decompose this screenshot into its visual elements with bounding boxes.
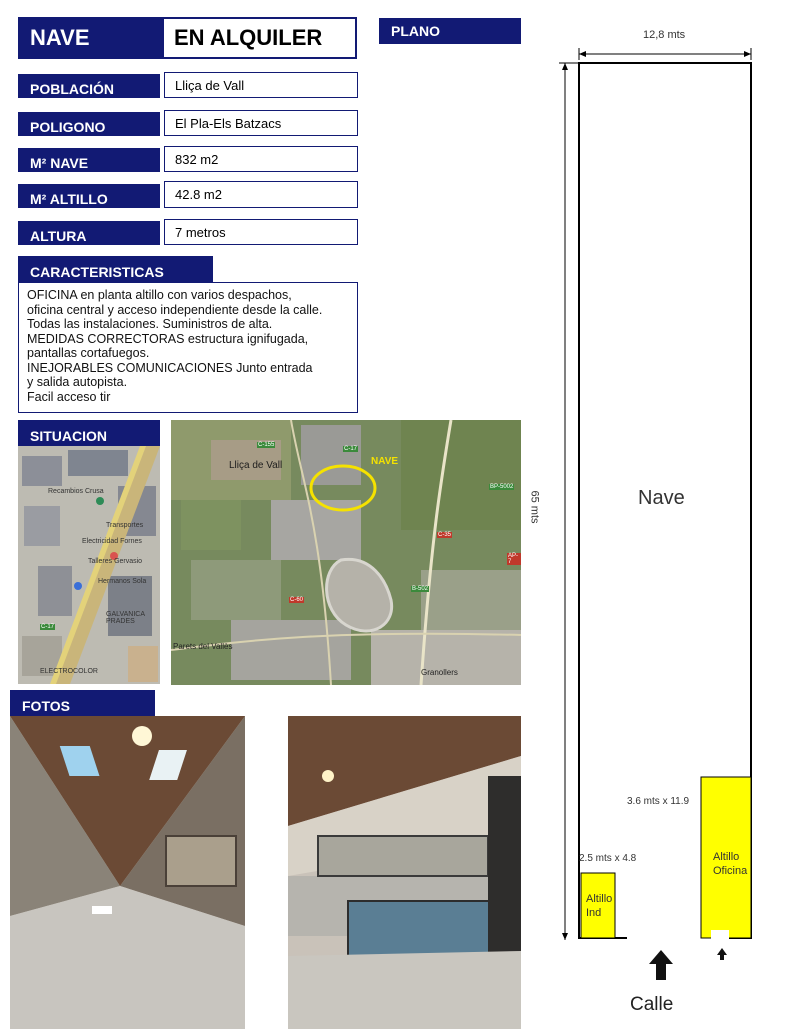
detail-map-graphic [18,446,160,684]
situacion-label: SITUACION [18,420,160,446]
type-badge: NAVE [18,17,162,59]
plan-ind-label-line: Altillo [586,893,613,905]
road-shield: C-35 [438,532,452,538]
plan-street-label: Calle [630,994,674,1015]
fotos-label: FOTOS [10,690,155,716]
plan-office-label-line: Altillo [713,851,740,863]
caracteristicas-text [18,282,358,413]
field-label-m2-altillo: M² ALTILLO [18,184,160,208]
photo-interior-2-image [288,716,521,1029]
map-marker-label: NAVE [371,456,399,467]
desc-line: Facil acceso tir [27,389,111,404]
field-value-poblacion: Lliça de Vall [164,72,358,98]
plan-main-label: Nave [638,487,685,509]
road-shield: C-17 [41,624,55,630]
desc-line: INEJORABLES COMUNICACIONES Junto entrada [27,360,313,375]
road-shield: AP-7 [507,553,521,565]
road-shield: B-502 [412,586,429,592]
field-value-m2-altillo: 42.8 m2 [164,181,358,208]
field-value-poligono: El Pla-Els Batzacs [164,110,358,136]
desc-line: oficina central y acceso independiente desde la calle. [27,302,323,317]
photo-interior-2 [288,716,521,1029]
desc-line: Todas las instalaciones. Suministros de alta. [27,317,273,331]
road-shield: C-155 [258,442,275,448]
desc-line: pantallas cortafuegos. [27,346,150,360]
plan-ind-label [586,892,612,920]
plan-office-dim: 3.6 mts x 11.9 [627,796,690,807]
map-place: ELECTROCOLOR [40,668,98,675]
text-fade [327,333,357,373]
desc-line: OFICINA en planta altillo con varios despachos, [27,288,292,302]
field-label-m2-nave: M² NAVE [18,148,160,172]
map-place: Electricidad Fornes [82,538,142,545]
satellite-map [171,420,521,685]
plano-label: PLANO [379,18,521,44]
map-place: Talleres Gervasio [88,558,143,565]
caracteristicas-label: CARACTERISTICAS [18,256,213,282]
map-place: GALVANICA PRADES [106,611,145,625]
field-label-poblacion: POBLACIÓN [18,74,160,98]
plan-office-label-line: Oficina [713,865,748,877]
field-label-poligono: POLIGONO [18,112,160,136]
map-town-label: Lliça de Vall [229,460,283,471]
plan-length-dim: 65 mts [528,490,541,524]
road-shield: C-60 [290,597,304,603]
plan-ind-dim: 2.5 mts x 4.8 [579,853,637,864]
photo-interior-1-image [10,716,245,1029]
desc-line: MEDIDAS CORRECTORAS estructura ignifugada, [27,331,309,346]
map-place: Hermanos Sola [98,578,147,585]
field-label-altura: ALTURA [18,221,160,245]
plan-ind-label-line: Ind [586,907,602,919]
photo-interior-1 [10,716,245,1029]
map-place: Recambios Crusa [48,488,104,495]
plan-width-dim: 12,8 mts [643,29,686,41]
field-value-m2-nave: 832 m2 [164,146,358,172]
road-shield: C-17 [344,446,358,452]
road-shield: BP-5002 [490,484,514,490]
map-place: Parets del Vallès [173,642,233,651]
status-title: EN ALQUILER [162,17,357,59]
floor-plan [555,20,795,1020]
detail-map [18,446,160,684]
map-place: Transportes [106,522,144,529]
desc-line: y salida autopista. [27,375,128,389]
plan-office-label [713,850,747,878]
map-place: Granollers [421,668,458,677]
field-value-altura: 7 metros [164,219,358,245]
